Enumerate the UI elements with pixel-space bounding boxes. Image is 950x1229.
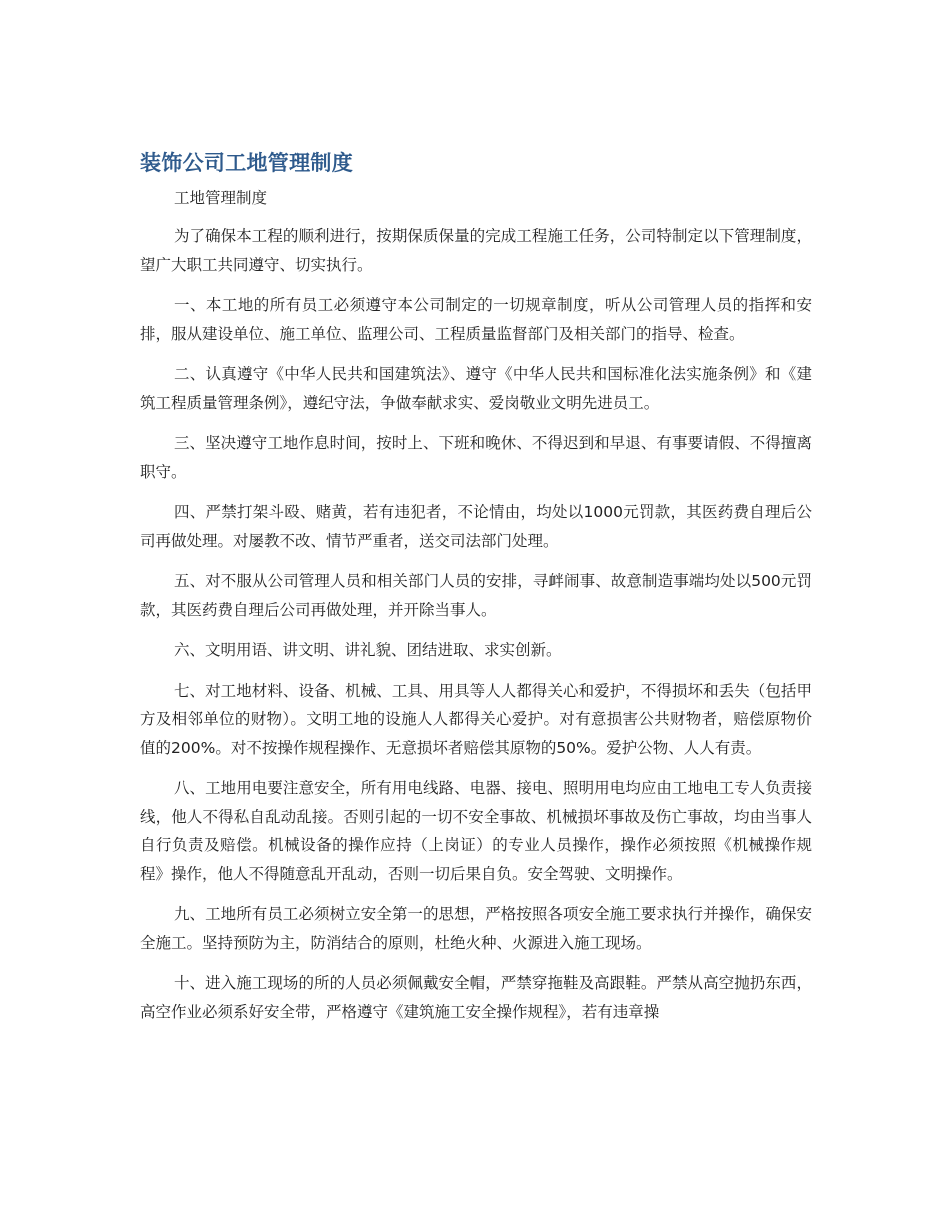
paragraph-rule-8: 八、工地用电要注意安全，所有用电线路、电器、接电、照明用电均应由工地电工专人负责接线，他人不得私自乱动乱接。否则引起的一切不安全事故、机械损坏事故及伤亡事故，均由当事人自行负责及赔偿。机械设备的操作应持（上岗证）的专业人员操作，操作必须按照《机械操作规程》操作，他人不得随意乱开乱动，否则一切后果自负。安全驾驶、文明操作。 [140, 779, 812, 883]
document-title: 装饰公司工地管理制度 [140, 151, 353, 175]
paragraph-rule-4: 四、严禁打架斗殴、赌黄，若有违犯者，不论情由，均处以1000元罚款，其医药费自理后公司再做处理。对屡教不改、情节严重者，送交司法部门处理。 [140, 503, 812, 550]
paragraph-rule-2: 二、认真遵守《中华人民共和国建筑法》、遵守《中华人民共和国标准化法实施条例》和《建筑工程质量管理条例》，遵纪守法，争做奉献求实、爱岗敬业文明先进员工。 [140, 365, 812, 412]
paragraph-rule-9: 九、工地所有员工必须树立安全第一的思想，严格按照各项安全施工要求执行并操作，确保安全施工。坚持预防为主，防消结合的原则，杜绝火种、火源进入施工现场。 [140, 905, 812, 952]
paragraph-rule-5: 五、对不服从公司管理人员和相关部门人员的安排，寻衅闹事、故意制造事端均处以500元罚款，其医药费自理后公司再做处理，并开除当事人。 [140, 572, 812, 619]
document-subtitle: 工地管理制度 [174, 189, 268, 207]
paragraph-intro: 为了确保本工程的顺利进行，按期保质保量的完成工程施工任务，公司特制定以下管理制度，望广大职工共同遵守、切实执行。 [140, 227, 812, 274]
paragraph-rule-6: 六、文明用语、讲文明、讲礼貌、团结进取、求实创新。 [174, 641, 562, 659]
paragraph-rule-10: 十、进入施工现场的所的人员必须佩戴安全帽，严禁穿拖鞋及高跟鞋。严禁从高空抛扔东西，高空作业必须系好安全带，严格遵守《建筑施工安全操作规程》，若有违章操 [140, 974, 812, 1021]
paragraph-rule-3: 三、坚决遵守工地作息时间，按时上、下班和晚休、不得迟到和早退、有事要请假、不得擅离职守。 [140, 434, 812, 481]
paragraph-rule-7: 七、对工地材料、设备、机械、工具、用具等人人都得关心和爱护，不得损坏和丢失（包括甲方及相邻单位的财物）。文明工地的设施人人都得关心爱护。对有意损害公共财物者，赔偿原物价值的200%。对不按操作规程操作、无意损坏者赔偿其原物的50%。爱护公物、人人有责。 [140, 681, 812, 757]
paragraph-rule-1: 一、本工地的所有员工必须遵守本公司制定的一切规章制度，听从公司管理人员的指挥和安排，服从建设单位、施工单位、监理公司、工程质量监督部门及相关部门的指导、检查。 [140, 296, 812, 343]
document-page [140, 148, 812, 1038]
